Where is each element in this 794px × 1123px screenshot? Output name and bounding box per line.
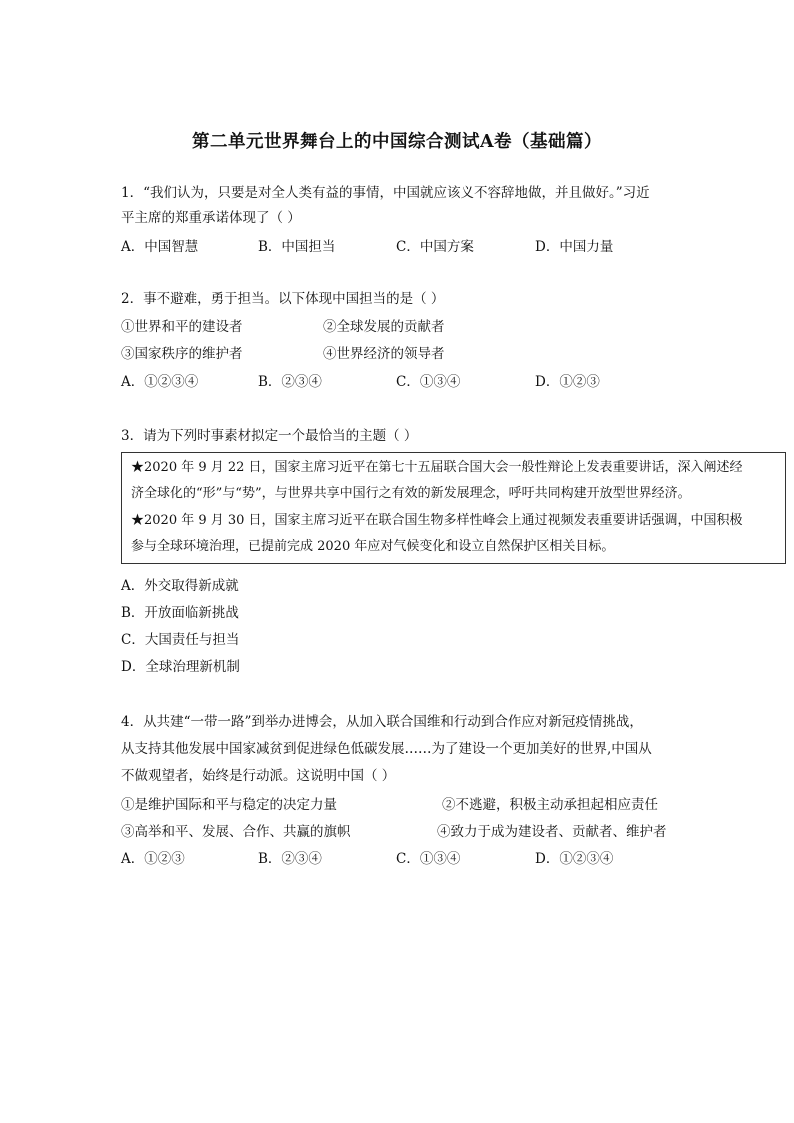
question-3-material-line-4: 参与全球环境治理，已提前完成 2020 年应对气候变化和设立自然保护区相关目标。 — [131, 539, 615, 554]
question-2-stem-line-1: 2．事不避难，勇于担当。以下体现中国担当的是（ ） — [121, 291, 445, 307]
question-4-item-3: ③高举和平、发展、合作、共赢的旗帜 — [121, 824, 351, 840]
question-4-option-a[interactable]: A．①②③ — [121, 851, 185, 867]
question-1-option-a[interactable]: A．中国智慧 — [121, 239, 199, 255]
question-3-material-line-1: ★2020 年 9 月 22 日，国家主席习近平在第七十五届联合国大会一般性辩论上发表重要讲话，深入阐述经 — [131, 460, 743, 475]
question-2-option-d[interactable]: D．①②③ — [535, 374, 600, 390]
question-4-item-2: ②不逃避，积极主动承担起相应责任 — [442, 797, 658, 813]
question-2-item-4: ④世界经济的领导者 — [323, 346, 445, 362]
question-4-stem-line-3: 不做观望者，始终是行动派。这说明中国（ ） — [121, 768, 396, 784]
question-4-option-b[interactable]: B．②③④ — [258, 851, 322, 867]
question-2-option-c[interactable]: C．①③④ — [396, 374, 461, 390]
question-4-stem-line-2: 从支持其他发展中国家减贫到促进绿色低碳发展……为了建设一个更加美好的世界,中国从 — [121, 741, 652, 757]
question-3-material-line-3: ★2020 年 9 月 30 日，国家主席习近平在联合国生物多样性峰会上通过视频发表重要讲话强调，中国积极 — [131, 513, 743, 528]
question-3-option-a[interactable]: A．外交取得新成就 — [121, 578, 239, 594]
question-3-material-line-2: 济全球化的“形”与“势”，与世界共享中国行之有效的新发展理念，呼吁共同构建开放型世界经济。 — [131, 486, 691, 501]
question-1-stem-line-1: 1．“我们认为，只要是对全人类有益的事情，中国就应该义不容辞地做，并且做好。”习近 — [121, 185, 650, 201]
question-1-stem-line-2: 平主席的郑重承诺体现了（ ） — [121, 210, 301, 226]
question-2-option-a[interactable]: A．①②③④ — [121, 374, 199, 390]
question-4-item-4: ④致力于成为建设者、贡献者、维护者 — [437, 824, 667, 840]
question-4-option-c[interactable]: C．①③④ — [396, 851, 461, 867]
question-4-stem-line-1: 4．从共建“一带一路”到举办进博会，从加入联合国维和行动到合作应对新冠疫情挑战， — [121, 714, 643, 730]
question-3-option-c[interactable]: C．大国责任与担当 — [121, 632, 240, 648]
question-3-option-b[interactable]: B．开放面临新挑战 — [121, 605, 239, 621]
question-2-option-b[interactable]: B．②③④ — [258, 374, 322, 390]
question-2-item-2: ②全球发展的贡献者 — [323, 319, 445, 335]
question-3-stem-line-1: 3．请为下列时事素材拟定一个最恰当的主题（ ） — [121, 428, 418, 444]
question-2-item-3: ③国家秩序的维护者 — [121, 346, 243, 362]
question-3-material-box — [121, 452, 786, 564]
question-2-item-1: ①世界和平的建设者 — [121, 319, 243, 335]
question-1-option-c[interactable]: C．中国方案 — [396, 239, 474, 255]
question-1-option-d[interactable]: D．中国力量 — [535, 239, 614, 255]
question-4-item-1: ①是维护国际和平与稳定的决定力量 — [121, 797, 337, 813]
question-3-option-d[interactable]: D．全球治理新机制 — [121, 659, 240, 675]
question-1-option-b[interactable]: B．中国担当 — [258, 239, 336, 255]
question-4-option-d[interactable]: D．①②③④ — [535, 851, 614, 867]
page-title: 第二单元世界舞台上的中国综合测试A卷（基础篇） — [191, 132, 603, 152]
